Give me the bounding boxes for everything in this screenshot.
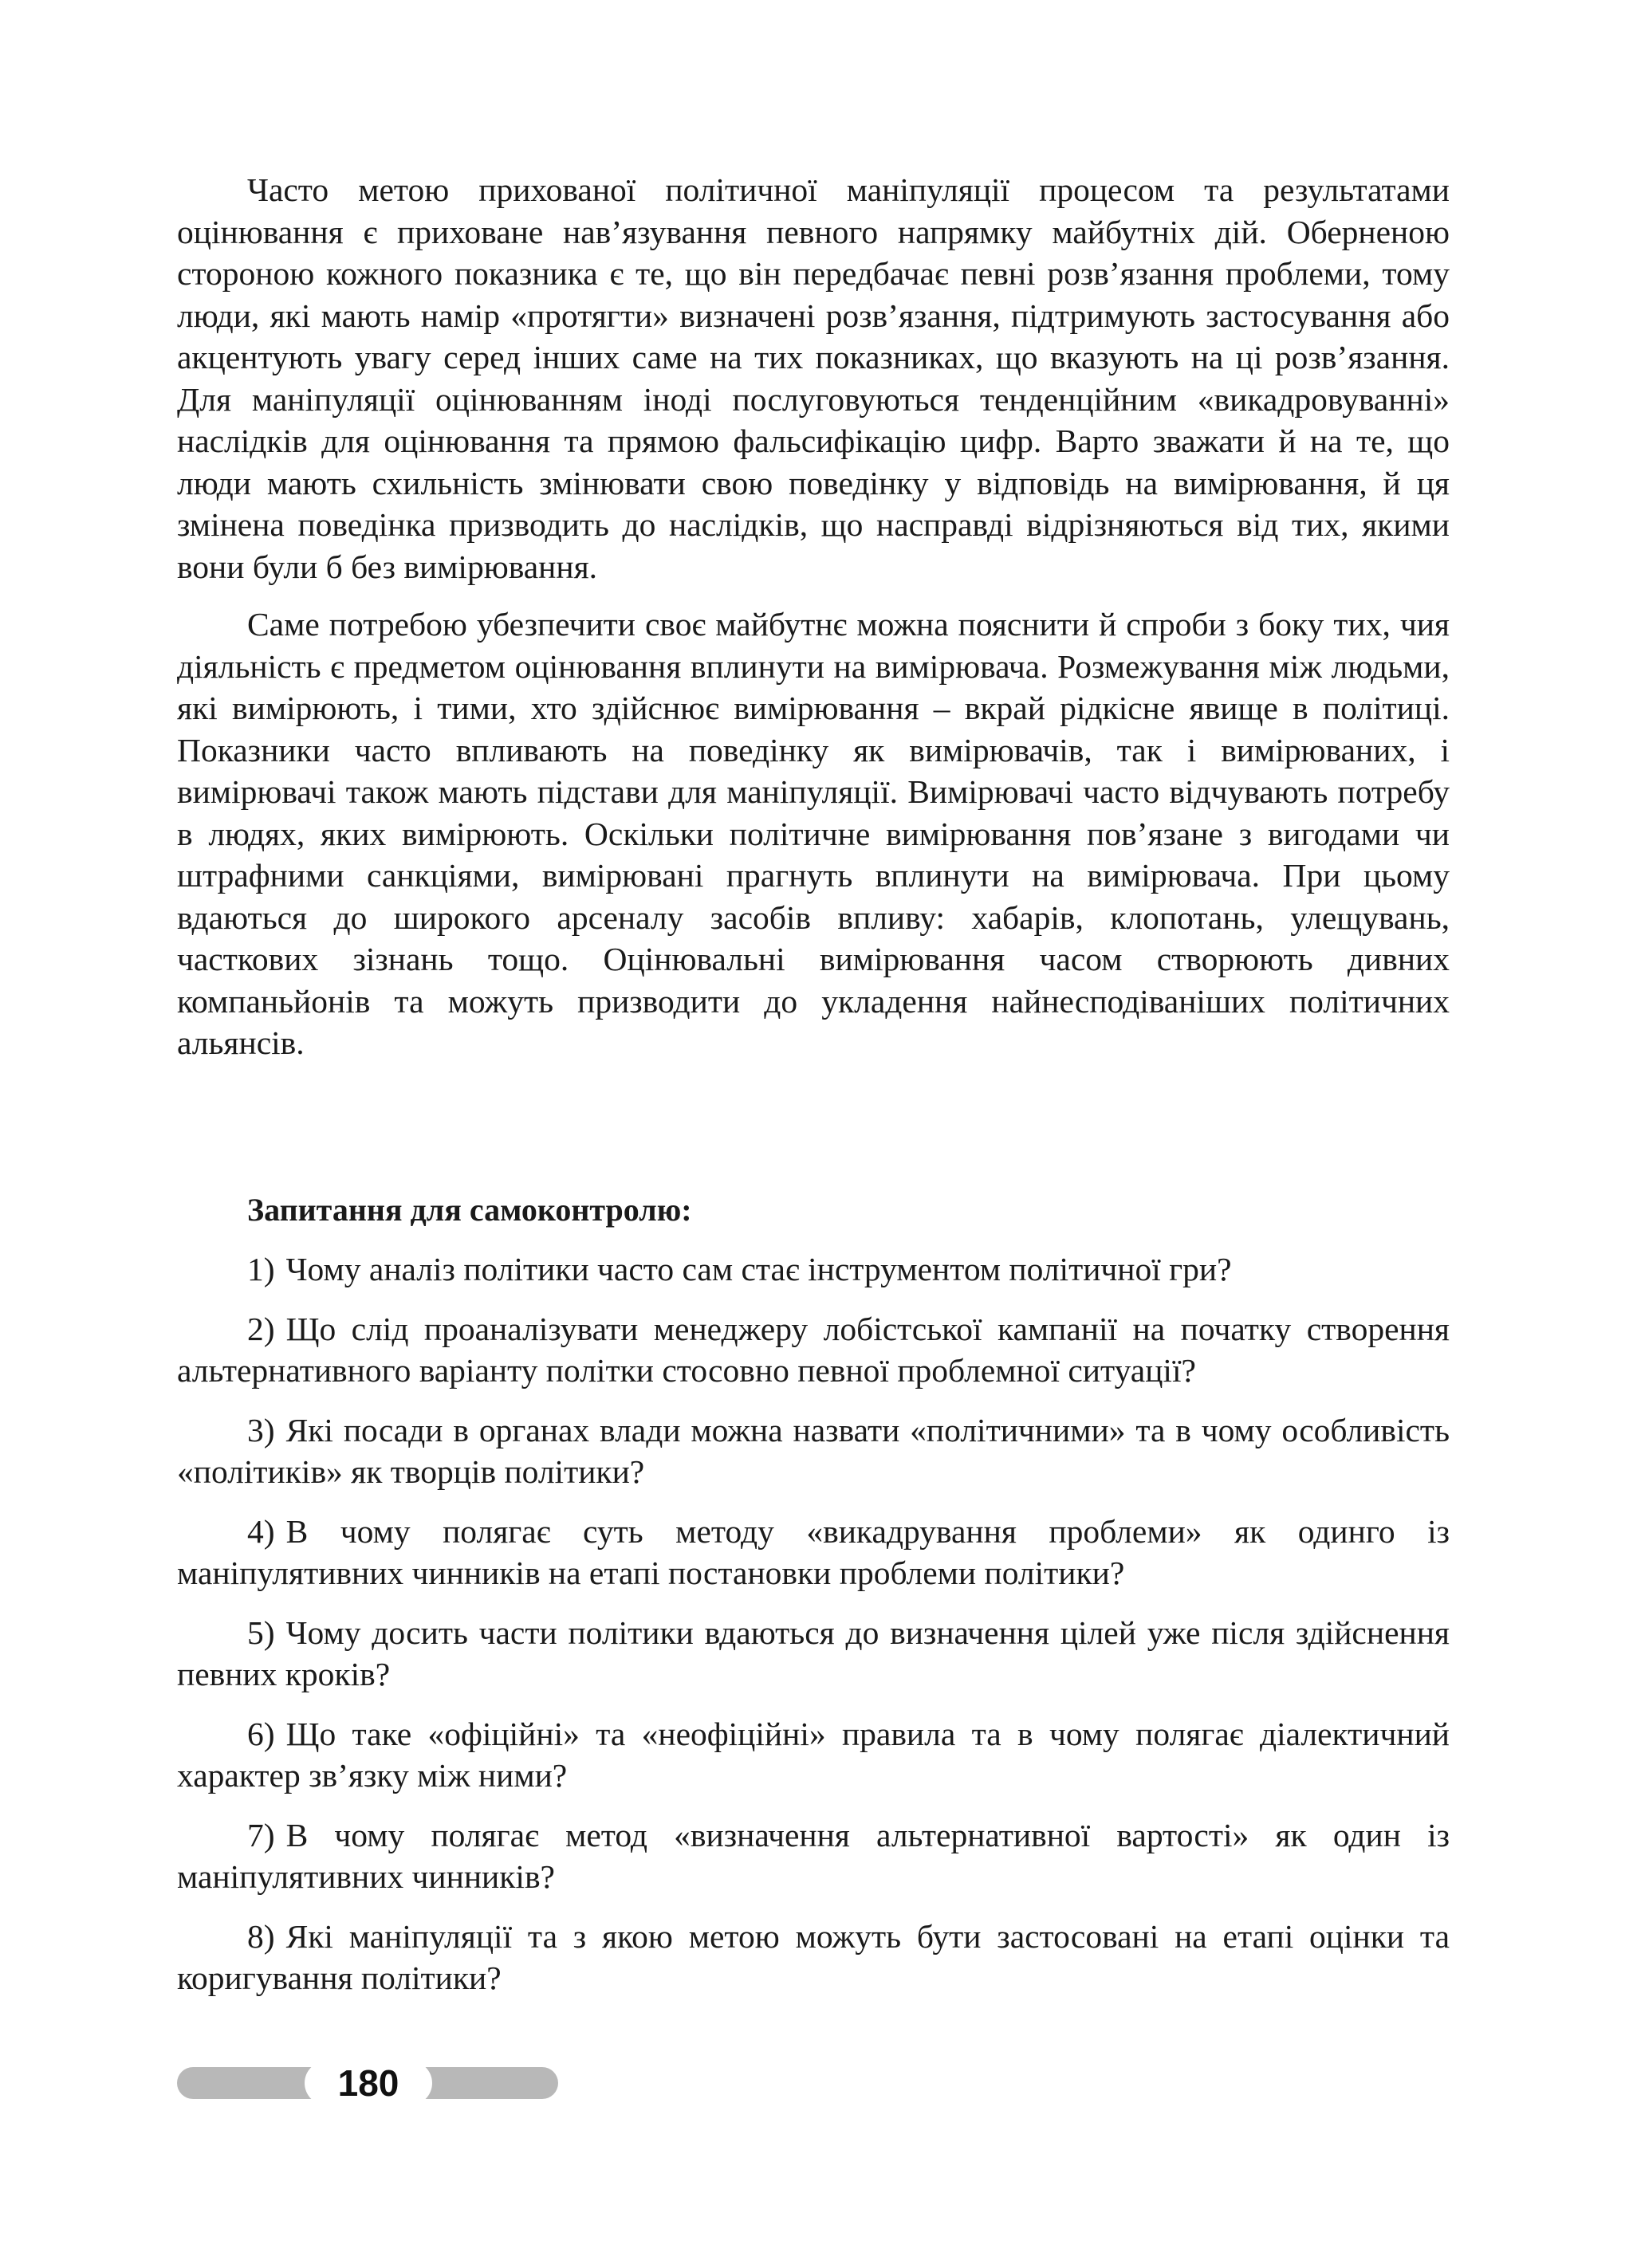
body-text (177, 169, 1450, 1080)
question-item (177, 1409, 1450, 1493)
paragraph-1: Часто метою прихованої політичної маніпуляції процесом та результатами оцінювання є приховане нав’язування певного напрямку майбутніх дій. Оберненою стороною кожного показника є те, що він передбачає певні розв’язання проблеми, тому люди, які мають намір «протягти» визначені розв’язання, підтримують застосування або акцентують увагу серед інших саме на тих показниках, що вказують на ці розв’язання. Для маніпуляції оцінюванням іноді послуговуються тенденційним «викадровуванні» наслідків для оцінювання та прямою фальсифікацію цифр. Варто зважати й на те, що люди мають схильність змінювати свою поведінку у відповідь на вимірювання, й ця змінена поведінка призводить до наслідків, що насправді відрізняються від тих, якими вони були б без вимірювання. (177, 171, 1450, 585)
question-item (177, 1612, 1450, 1696)
question-text: Чому аналіз політики часто сам стає інструментом політичної гри? (285, 1251, 1232, 1287)
question-text: Що таке «офіційні» та «неофіційні» правила та в чому полягає діалектичний характер зв’язку між ними? (177, 1715, 1450, 1794)
question-item (177, 1916, 1450, 1999)
question-text: Які маніпуляції та з якою метою можуть бути застосовані на етапі оцінки та коригування політики? (177, 1917, 1450, 1996)
question-text: Чому досить части політики вдаються до визначення цілей уже після здійснення певних кроків? (177, 1614, 1450, 1692)
questions-heading: Запитання для самоконтролю: (247, 1192, 692, 1228)
question-item (177, 1248, 1450, 1291)
question-number: 6) (247, 1715, 275, 1752)
question-number: 1) (247, 1251, 275, 1287)
question-text: В чому полягає метод «визначення альтернативної вартості» як один із маніпулятивних чинників? (177, 1816, 1450, 1895)
question-number: 8) (247, 1917, 275, 1955)
question-text: В чому полягає суть методу «викадрування проблеми» як одинго із маніпулятивних чинників на етапі постановки проблеми політики? (177, 1512, 1450, 1591)
question-text: Які посади в органах влади можна назвати «політичними» та в чому особливість «політиків» як творців політики? (177, 1411, 1450, 1490)
question-number: 5) (247, 1614, 275, 1651)
page-number-badge (177, 2061, 558, 2105)
question-item (177, 1308, 1450, 1392)
question-item (177, 1713, 1450, 1797)
paragraph-2: Саме потребою убезпечити своє майбутнє можна пояснити й спроби з боку тих, чия діяльність є предметом оцінювання вплинути на вимірювача. Розмежування між людьми, які вимірюють, і тими, хто здійснює вимірювання – вкрай рідкісне явище в політиці. Показники часто впливають на поведінку як вимірювачів, так і вимірюваних, і вимірювачі також мають підстави для маніпуляції. Вимірювачі часто відчувають потребу в людях, яких вимірюють. Оскільки політичне вимірювання пов’язане з вигодами чи штрафними санкціями, вимірювані прагнуть вплинути на вимірювача. При цьому вдаються до широкого арсеналу засобів впливу: хабарів, клопотань, улещувань, часткових зізнань тощо. Оцінювальні вимірювання часом створюють дивних компаньйонів та можуть призводити до укладення найнесподіваніших політичних альянсів. (177, 606, 1450, 1061)
question-item (177, 1511, 1450, 1594)
question-text: Що слід проаналізувати менеджеру лобістської кампанії на початку створення альтернативного варіанту політки стосовно певної проблемної ситуації? (177, 1310, 1450, 1389)
question-number: 4) (247, 1512, 275, 1550)
self-check-questions (177, 1189, 1450, 2017)
question-number: 7) (247, 1816, 275, 1853)
question-item (177, 1814, 1450, 1898)
page-number: 180 (305, 2061, 432, 2105)
question-number: 2) (247, 1310, 275, 1347)
question-number: 3) (247, 1411, 275, 1448)
